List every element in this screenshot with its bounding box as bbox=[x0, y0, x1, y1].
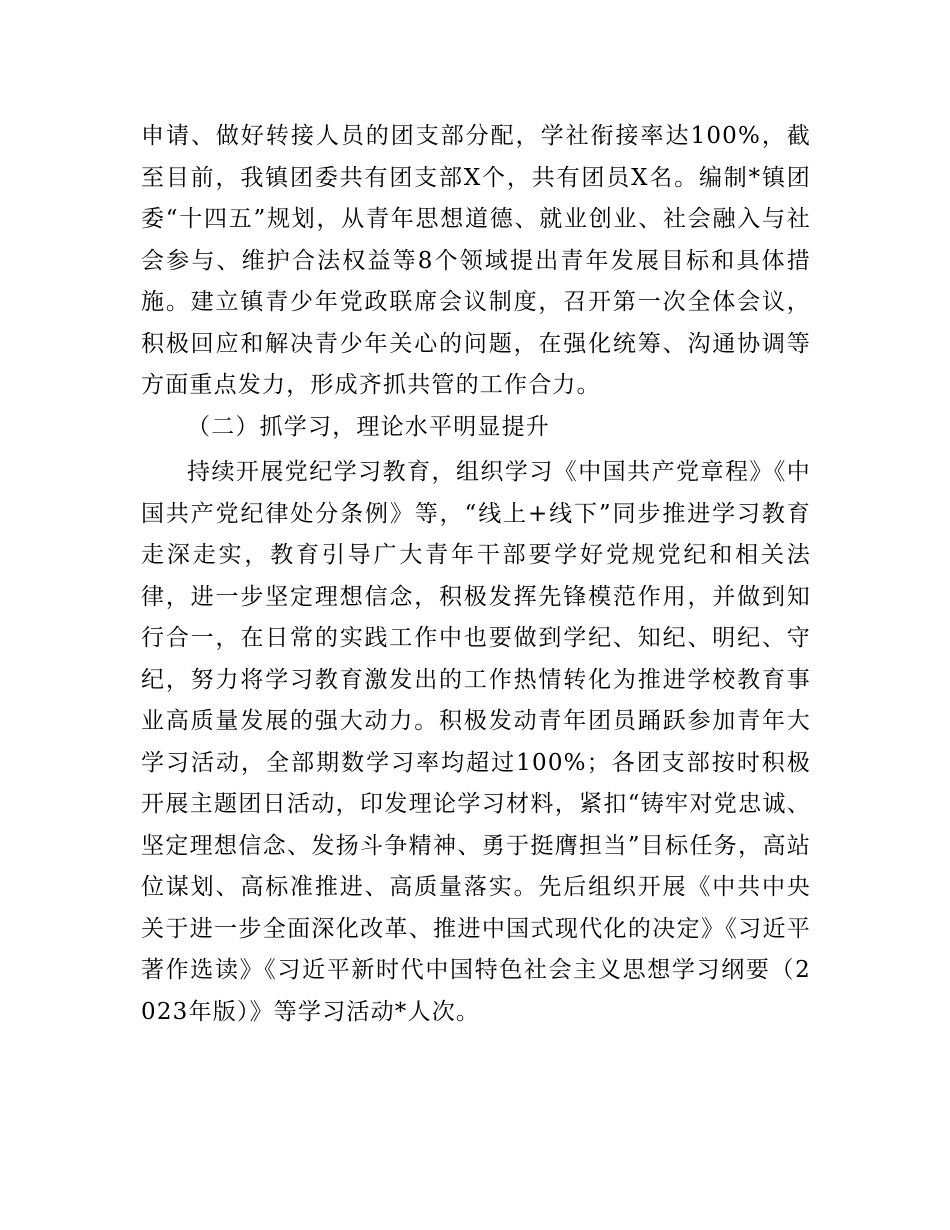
document-body bbox=[141, 116, 811, 1033]
paragraph-continued: 申请、做好转接人员的团支部分配，学社衔接率达100%，截至目前，我镇团委共有团支部X个，共有团员X名。编制*镇团委“十四五”规划，从青年思想道德、就业创业、社会融入与社会参与、维护合法权益等8个领域提出青年发展目标和具体措施。建立镇青少年党政联席会议制度，召开第一次全体会议，积极回应和解决青少年关心的问题，在强化统筹、沟通协调等方面重点发力，形成齐抓共管的工作合力。 bbox=[141, 123, 811, 398]
section-heading: （二）抓学习，理论水平明显提升 bbox=[187, 413, 550, 440]
paragraph-study: 持续开展党纪学习教育，组织学习《中国共产党章程》《中国共产党纪律处分条例》等，“线上+线下”同步推进学习教育走深走实，教育引导广大青年干部要学好党规党纪和相关法律，进一步坚定理想信念，积极发挥先锋模范作用，并做到知行合一，在日常的实践工作中也要做到学纪、知纪、明纪、守纪，努力将学习教育激发出的工作热情转化为推进学校教育事业高质量发展的强大动力。积极发动青年团员踊跃参加青年大学习活动，全部期数学习率均超过100%；各团支部按时积极开展主题团日活动，印发理论学习材料，紧扣“铸牢对党忠诚、坚定理想信念、发扬斗争精神、勇于挺膺担当”目标任务，高站位谋划、高标准推进、高质量落实。先后组织开展《中共中央关于进一步全面深化改革、推进中国式现代化的决定》《习近平著作选读》《习近平新时代中国特色社会主义思想学习纲要（2023年版）》等学习活动*人次。 bbox=[141, 459, 811, 1025]
